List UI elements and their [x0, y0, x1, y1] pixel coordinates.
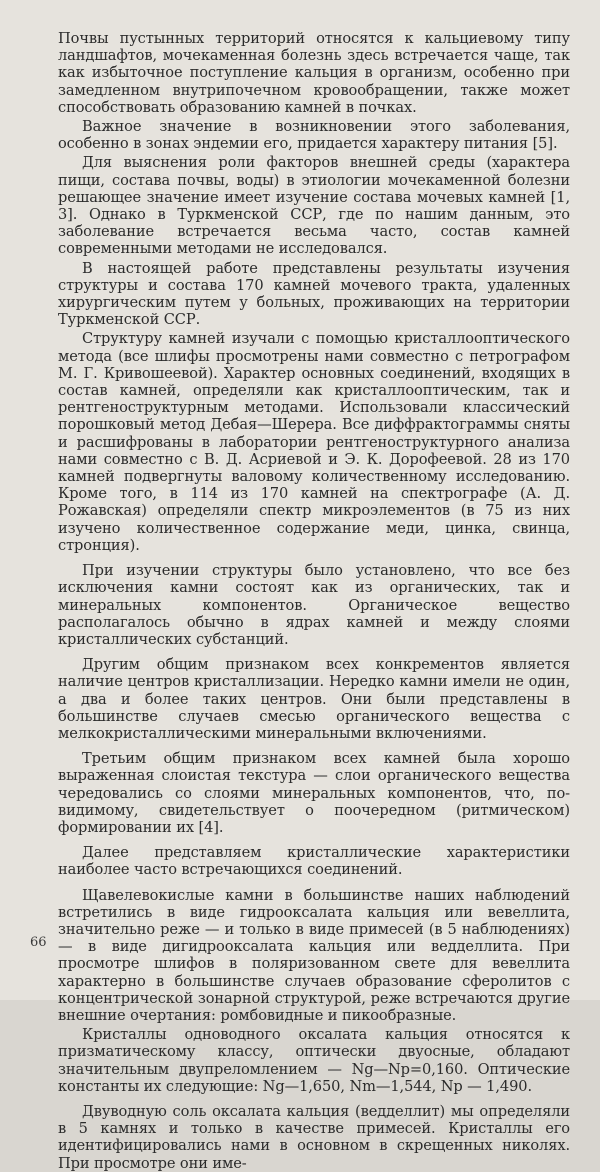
paragraph: При изучении структуры было установлено, что все без исключения камни состоят как из органических, так и минеральных компонентов. Органическое вещество располагалось обычно в ядрах камней и между слоями кристаллических субстанций. — [58, 562, 570, 648]
paragraph: Структуру камней изучали с помощью кристаллооптического метода (все шлифы просмотрены нами совместно с петрографом М. Г. Кривошеевой). Характер основных соединений, входящих в состав камней, определяли как кристаллооптическим, так и рентгеноструктурным методами. Использовали классический порошковый метод Дебая—Шерера. Все диффрактограммы сняты и расшифрованы в лаборатории рентгеноструктурного анализа нами совместно с В. Д. Асриевой и Э. К. Дорофеевой. 28 из 170 камней подвергнуты валовому количественному исследованию. Кроме того, в 114 из 170 камней на спектрографе (А. Д. Рожавская) определяли спектр микроэлементов (в 75 из них изучено количественное содержание меди, цинка, свинца, стронция). — [58, 330, 570, 554]
paragraph: Для выяснения роли факторов внешней среды (характера пищи, состава почвы, воды) в этиологии мочекаменной болезни решающее значение имеет изучение состава мочевых камней [1, 3]. Однако в Туркменской ССР, где по нашим данным, это заболевание встречается весьма часто, состав камней современными методами не исследовался. — [58, 154, 570, 258]
paragraph: Щавелевокислые камни в большинстве наших наблюдений встретились в виде гидрооксалата кальция или вевеллита, значительно реже — и только в виде примесей (в 5 наблюдениях) — в виде дигидрооксалата кальция или ведделлита. При просмотре шлифов в поляризованном свете для вевеллита характерно в большинстве случаев образование сферолитов с концентрической зонарной структурой, реже встречаются другие внешние очертания: ромбовидные и пикообразные. — [58, 886, 570, 1024]
page-number: 66 — [30, 935, 47, 950]
paragraph: Почвы пустынных территорий относятся к кальциевому типу ландшафтов, мочекаменная болезнь здесь встречается чаще, так как избыточное поступление кальция в организм, особенно при замедленном внутрипочечном кровообращении, также может способствовать образованию камней в почках. — [58, 30, 570, 116]
paragraph: Кристаллы одноводного оксалата кальция относятся к призматическому классу, оптически двуосные, обладают значительным двупреломлением — Ng—Np=0,160. Оптические константы их следующие: Ng—1,650, Nm—1,544, Np — 1,490. — [58, 1026, 570, 1095]
paragraph: Другим общим признаком всех конкрементов является наличие центров кристаллизации. Нередко камни имели не один, а два и более таких центров. Они были представлены в большинстве случаев смесью органического вещества с мелкокристаллическими минеральными включениями. — [58, 656, 570, 742]
paragraph: В настоящей работе представлены результаты изучения структуры и состава 170 камней мочевого тракта, удаленных хирургическим путем у больных, проживающих на территории Туркменской ССР. — [58, 259, 570, 329]
body-text — [58, 30, 570, 1172]
paragraph: Двуводную соль оксалата кальция (ведделлит) мы определяли в 5 камнях и только в качестве примесей. Кристаллы его идентифицировались нами в основном в скрещенных николях. При просмотре они име- — [58, 1102, 570, 1172]
paragraph: Третьим общим признаком всех камней была хорошо выраженная слоистая текстура — слои органического вещества чередовались со слоями минеральных компонентов, что, по-видимому, свидетельствует о поочередном (ритмическом) формировании их [4]. — [58, 750, 570, 836]
paragraph: Далее представляем кристаллические характеристики наиболее часто встречающихся соединений. — [58, 844, 570, 879]
paragraph: Важное значение в возникновении этого заболевания, особенно в зонах эндемии его, придается характеру питания [5]. — [58, 118, 570, 153]
